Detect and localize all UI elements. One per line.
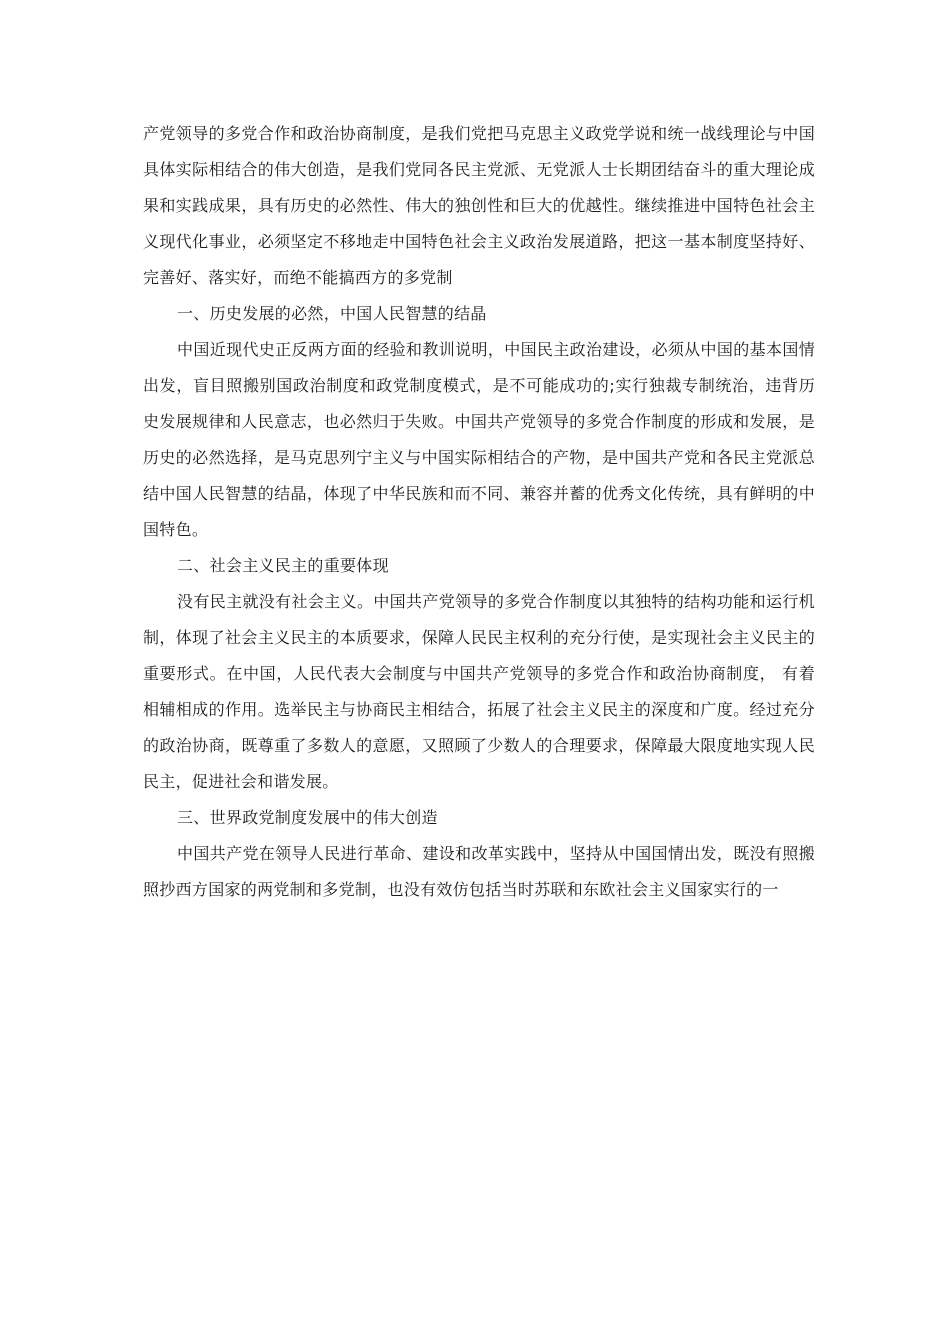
section-heading-3: 三、世界政党制度发展中的伟大创造 [177, 808, 438, 827]
body-paragraph-3: 没有民主就没有社会主义。中国共产党领导的多党合作制度以其独特的结构功能和运行机制，体现了社会主义民主的本质要求，保障人民民主权利的充分行使，是实现社会主义民主的重要形式。在中国，人民代表大会制度与中国共产党领导的多党合作和政治协商制度， 有着相辅相成的作用。选举民主与协商民主相结合，拓展了社会主义民主的深度和广度。经过充分的政治协商，既尊重了多数人的意愿，又照顾了少数人的合理要求，保障最大限度地实现人民民主，促进社会和谐发展。 [143, 592, 815, 791]
body-paragraph-2: 中国近现代史正反两方面的经验和教训说明，中国民主政治建设，必须从中国的基本国情出发，盲目照搬别国政治制度和政党制度模式，是不可能成功的;实行独裁专制统治，违背历史发展规律和人民意志，也必然归于失败。中国共产党领导的多党合作制度的形成和发展，是历史的必然选择，是马克思列宁主义与中国实际相结合的产物，是中国共产党和各民主党派总结中国人民智慧的结晶，体现了中华民族和而不同、兼容并蓄的优秀文化传统，具有鲜明的中国特色。 [143, 340, 815, 539]
document-body [143, 116, 815, 908]
section-heading-2: 二、社会主义民主的重要体现 [177, 556, 389, 575]
body-paragraph-4: 中国共产党在领导人民进行革命、建设和改革实践中，坚持从中国国情出发，既没有照搬照抄西方国家的两党制和多党制，也没有效仿包括当时苏联和东欧社会主义国家实行的一 [143, 844, 815, 899]
body-paragraph-1: 产党领导的多党合作和政治协商制度，是我们党把马克思主义政党学说和统一战线理论与中国具体实际相结合的伟大创造，是我们党同各民主党派、无党派人士长期团结奋斗的重大理论成果和实践成果，具有历史的必然性、伟大的独创性和巨大的优越性。继续推进中国特色社会主义现代化事业，必须坚定不移地走中国特色社会主义政治发展道路，把这一基本制度坚持好、完善好、落实好，而绝不能搞西方的多党制 [143, 124, 815, 287]
section-heading-1: 一、历史发展的必然，中国人民智慧的结晶 [177, 304, 487, 323]
